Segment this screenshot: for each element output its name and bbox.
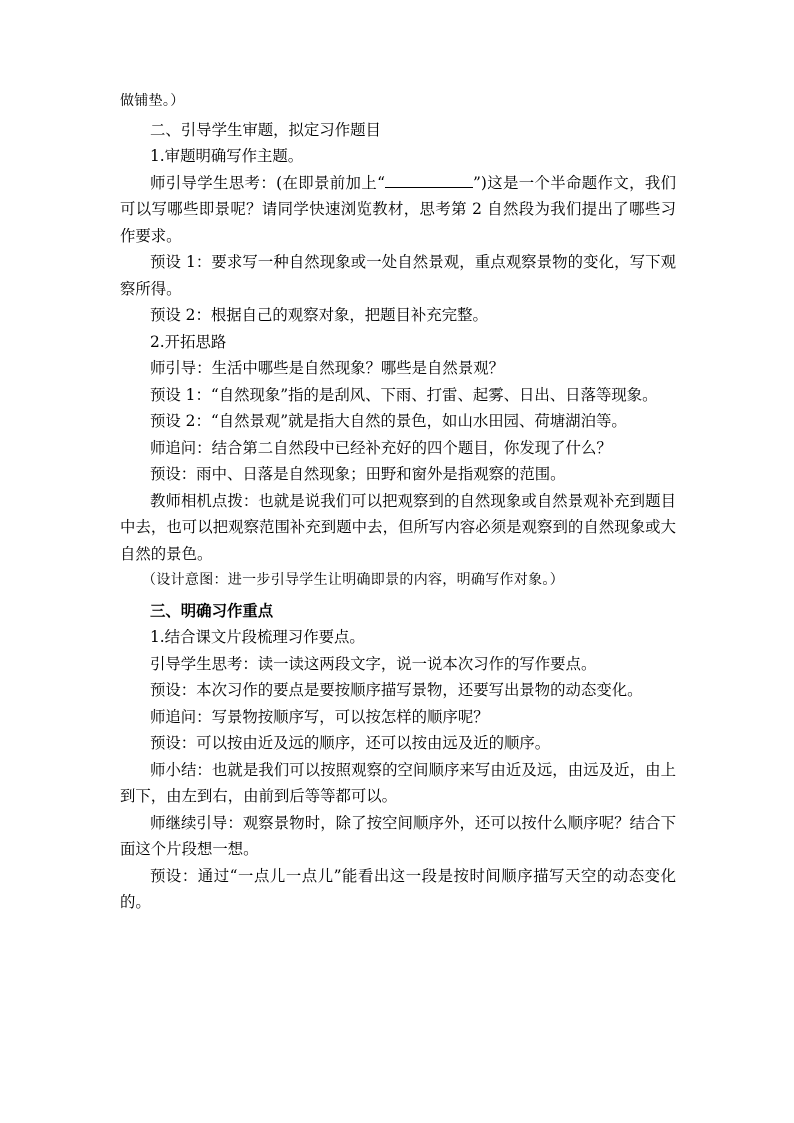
question-1-before: 师引导学生思考：(在即景前加上“ — [150, 173, 385, 192]
preset-1: 预设 1：要求写一种自然现象或一处自然景观，重点观察景物的变化，写下观察所得。 — [120, 253, 676, 298]
teacher-point: 教师相机点拨：也就是说我们可以把观察到的自然现象或自然景观补充到题目中去，也可以把观察范围补充到题中去，但所写内容必须是观察到的自然现象或大自然的景色。 — [120, 491, 676, 563]
teacher-guide-2: 师引导：生活中哪些是自然现象？哪些是自然景观？ — [150, 359, 504, 377]
teacher-summary-3: 师小结：也就是我们可以按照观察的空间顺序来写由近及远，由远及近，由上到下，由左到右，由前到后等等都可以。 — [120, 760, 676, 805]
preset-3-2: 预设：可以按由近及远的顺序，还可以按由远及近的顺序。 — [150, 734, 551, 752]
preset-2-1: 预设 1：“自然现象”指的是刮风、下雨、打雷、起雾、日出、日落等现象。 — [150, 385, 658, 404]
preset-3-3: 预设：通过“一点儿一点儿”能看出这一段是按时间顺序描写天空的动态变化的。 — [120, 866, 676, 911]
preset-2-2: 预设 2：“自然景观”就是指大自然的景色，如山水田园、荷塘湖泊等。 — [150, 412, 627, 430]
subsection-3: 1.结合课文片段梳理习作要点。 — [150, 628, 365, 646]
teacher-guide-3: 引导学生思考：读一读这两段文字，说一说本次习作的写作要点。 — [150, 654, 597, 673]
document-page — [120, 88, 676, 916]
teacher-question-1 — [120, 170, 676, 250]
teacher-ask-3: 师追问：写景物按顺序写，可以按怎样的顺序呢？ — [150, 707, 489, 726]
preset-2-3: 预设：雨中、日落是自然现象；田野和窗外是指观察的范围。 — [150, 465, 566, 483]
subsection-2: 2.开拓思路 — [150, 332, 227, 351]
teacher-ask-2: 师追问：结合第二自然段中已经补充好的四个题目，你发现了什么？ — [150, 438, 612, 457]
continued-line: 做铺垫。） — [120, 93, 185, 109]
preset-2: 预设 2：根据自己的观察对象，把题目补充完整。 — [150, 306, 488, 324]
subsection-1: 1.审题明确写作主题。 — [150, 147, 304, 165]
fill-in-blank — [385, 173, 473, 188]
section-3-title: 三、明确习作重点 — [150, 601, 274, 620]
question-1-after: ”)这是一个半命题作文，我们可以写哪些即景呢？请同学快速浏览教材，思考第 2 自然段为我们提出了哪些习作要求。 — [120, 173, 676, 245]
design-note: （设计意图：进一步引导学生让明确即景的内容，明确写作对象。） — [142, 572, 564, 588]
preset-3-1: 预设：本次习作的要点是要按顺序描写景物，还要写出景物的动态变化。 — [150, 681, 643, 699]
teacher-continue-3: 师继续引导：观察景物时，除了按空间顺序外，还可以按什么顺序呢？结合下面这个片段想一想。 — [120, 813, 676, 858]
section-2-title: 二、引导学生审题，拟定习作题目 — [150, 120, 381, 139]
